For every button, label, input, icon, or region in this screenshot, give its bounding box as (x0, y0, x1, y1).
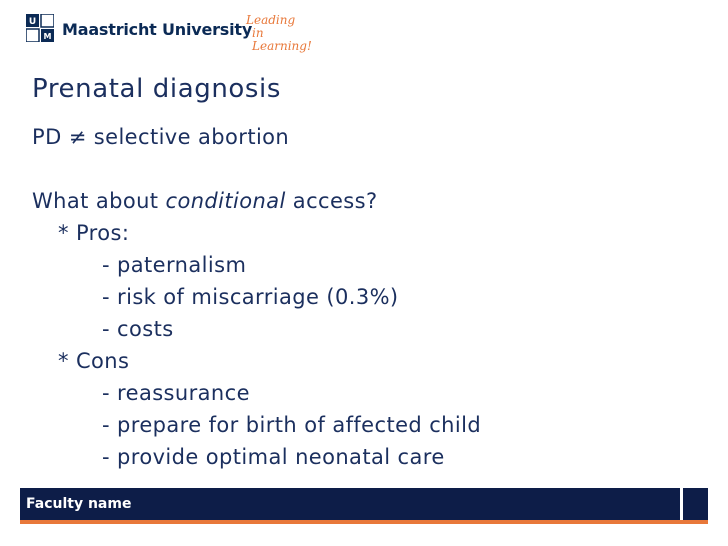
pros-item: - risk of miscarriage (0.3%) (102, 285, 399, 309)
cons-item: - reassurance (102, 381, 250, 405)
question-suffix: access? (285, 189, 378, 213)
slogan-line-2: in Learning! (252, 26, 312, 53)
question-emphasis: conditional (165, 189, 286, 213)
svg-text:M: M (43, 32, 52, 41)
spacer (32, 153, 692, 185)
footer-bar (20, 488, 708, 520)
footer-divider (680, 488, 683, 520)
logo-text: Maastricht University (62, 20, 253, 39)
faculty-name: Faculty name (26, 496, 132, 512)
statement-line: PD ≠ selective abortion (32, 125, 290, 149)
footer-accent-stripe (20, 520, 708, 524)
pros-item: - paternalism (102, 253, 247, 277)
cons-item: - provide optimal neonatal care (102, 445, 445, 469)
slogan-line-1: Leading (246, 13, 296, 27)
pros-item: - costs (102, 317, 174, 341)
svg-text:U: U (28, 17, 37, 27)
question-prefix: What about (32, 189, 166, 213)
slogan (246, 14, 326, 53)
slide-title: Prenatal diagnosis (32, 74, 282, 104)
slide-body (32, 121, 692, 473)
cons-heading: * Cons (58, 349, 130, 373)
question-line (32, 185, 692, 217)
pros-heading: * Pros: (58, 221, 130, 245)
um-logo-icon (26, 14, 54, 42)
cons-item: - prepare for birth of affected child (102, 413, 482, 437)
